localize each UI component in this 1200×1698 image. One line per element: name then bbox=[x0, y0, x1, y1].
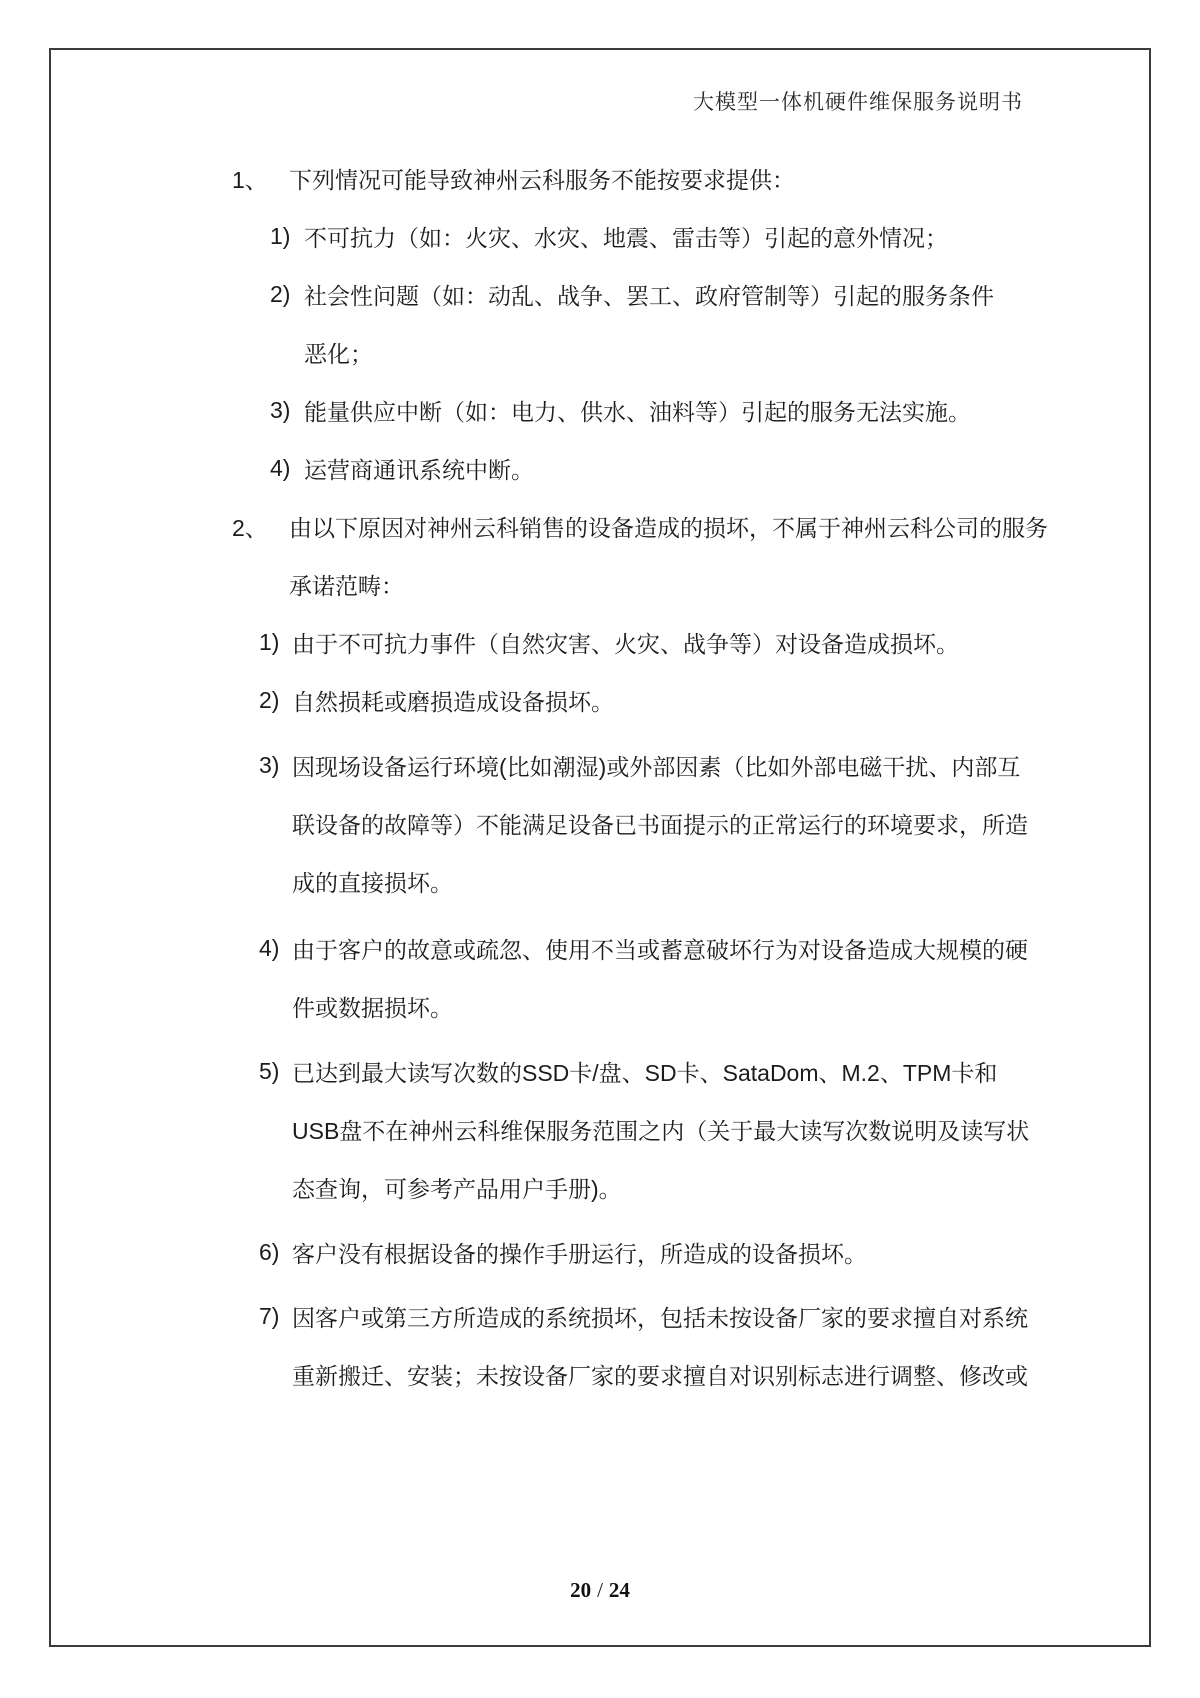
text-line: 社会性问题（如：动乱、战争、罢工、政府管制等）引起的服务条件 bbox=[304, 282, 994, 309]
list-item-text bbox=[289, 149, 1149, 207]
list-item-text bbox=[304, 381, 1149, 439]
text-line: 自然损耗或磨损造成设备损坏。 bbox=[292, 688, 614, 715]
list-item-text bbox=[292, 1223, 1149, 1281]
list-item-marker: 2) bbox=[259, 686, 280, 713]
list-item-1-1 bbox=[51, 207, 1149, 265]
list-item-marker: 5) bbox=[259, 1057, 280, 1084]
list-item-marker: 2) bbox=[270, 280, 291, 307]
text-line: 下列情况可能导致神州云科服务不能按要求提供： bbox=[289, 166, 795, 193]
list-item-2-6 bbox=[51, 1223, 1149, 1281]
document-body bbox=[51, 149, 1149, 1403]
list-item-text bbox=[292, 613, 1149, 671]
text-line: 承诺范畴： bbox=[289, 572, 404, 599]
text-line: 因现场设备运行环境(比如潮湿)或外部因素（比如外部电磁干扰、内部互 bbox=[292, 753, 1021, 780]
text-line: 不可抗力（如：火灾、水灾、地震、雷击等）引起的意外情况； bbox=[304, 224, 948, 251]
list-item-marker: 1) bbox=[259, 628, 280, 655]
text-line: 成的直接损坏。 bbox=[292, 869, 453, 896]
list-item-text bbox=[289, 497, 1149, 613]
list-item-marker: 2、 bbox=[232, 514, 268, 541]
list-item-2-7 bbox=[51, 1287, 1149, 1403]
text-line: 件或数据损坏。 bbox=[292, 994, 453, 1021]
list-item-text bbox=[304, 207, 1149, 265]
list-item-text bbox=[292, 919, 1149, 1035]
list-item-marker: 1、 bbox=[232, 166, 268, 193]
text-line: 由于不可抗力事件（自然灾害、火灾、战争等）对设备造成损坏。 bbox=[292, 630, 959, 657]
list-item-2-4 bbox=[51, 919, 1149, 1035]
list-item-text bbox=[292, 1042, 1149, 1216]
text-line: 运营商通讯系统中断。 bbox=[304, 456, 534, 483]
text-line: 态查询，可参考产品用户手册)。 bbox=[292, 1175, 622, 1202]
list-item-marker: 4) bbox=[259, 934, 280, 961]
list-item-1 bbox=[51, 149, 1149, 207]
text-line: USB盘不在神州云科维保服务范围之内（关于最大读写次数说明及读写状 bbox=[292, 1117, 1030, 1144]
list-item-marker: 3) bbox=[270, 396, 291, 423]
text-line: 恶化； bbox=[304, 340, 373, 367]
list-item-1-4 bbox=[51, 439, 1149, 497]
list-item-text bbox=[292, 1287, 1149, 1403]
text-line: 重新搬迁、安装；未按设备厂家的要求擅自对识别标志进行调整、修改或 bbox=[292, 1362, 1028, 1389]
page-footer bbox=[51, 1578, 1149, 1603]
list-item-marker: 6) bbox=[259, 1238, 280, 1265]
list-item-marker: 3) bbox=[259, 751, 280, 778]
text-line: 因客户或第三方所造成的系统损坏，包括未按设备厂家的要求擅自对系统 bbox=[292, 1304, 1028, 1331]
list-item-marker: 1) bbox=[270, 222, 291, 249]
list-item-marker: 7) bbox=[259, 1302, 280, 1329]
list-item-2-5 bbox=[51, 1042, 1149, 1216]
list-item-text bbox=[292, 671, 1149, 729]
list-item-marker: 4) bbox=[270, 454, 291, 481]
page-number-separator: / bbox=[597, 1578, 603, 1602]
text-line: 联设备的故障等）不能满足设备已书面提示的正常运行的环境要求，所造 bbox=[292, 811, 1028, 838]
list-item-2-3 bbox=[51, 736, 1149, 910]
list-item-text bbox=[304, 439, 1149, 497]
list-item-2-2 bbox=[51, 671, 1149, 729]
list-item-1-2 bbox=[51, 265, 1149, 381]
text-line: 能量供应中断（如：电力、供水、油料等）引起的服务无法实施。 bbox=[304, 398, 971, 425]
list-item-2 bbox=[51, 497, 1149, 613]
page-header-title: 大模型一体机硬件维保服务说明书 bbox=[693, 90, 1023, 114]
page-number-current: 20 bbox=[570, 1578, 592, 1602]
list-item-text bbox=[292, 736, 1149, 910]
list-item-1-3 bbox=[51, 381, 1149, 439]
page-border bbox=[49, 48, 1151, 1647]
text-line: 已达到最大读写次数的SSD卡/盘、SD卡、SataDom、M.2、TPM卡和 bbox=[292, 1059, 998, 1086]
list-item-text bbox=[304, 265, 1149, 381]
list-item-2-1 bbox=[51, 613, 1149, 671]
text-line: 由于客户的故意或疏忽、使用不当或蓄意破坏行为对设备造成大规模的硬 bbox=[292, 936, 1028, 963]
page-number-total: 24 bbox=[608, 1578, 630, 1602]
text-line: 由以下原因对神州云科销售的设备造成的损坏，不属于神州云科公司的服务 bbox=[289, 514, 1048, 541]
text-line: 客户没有根据设备的操作手册运行，所造成的设备损坏。 bbox=[292, 1240, 867, 1267]
